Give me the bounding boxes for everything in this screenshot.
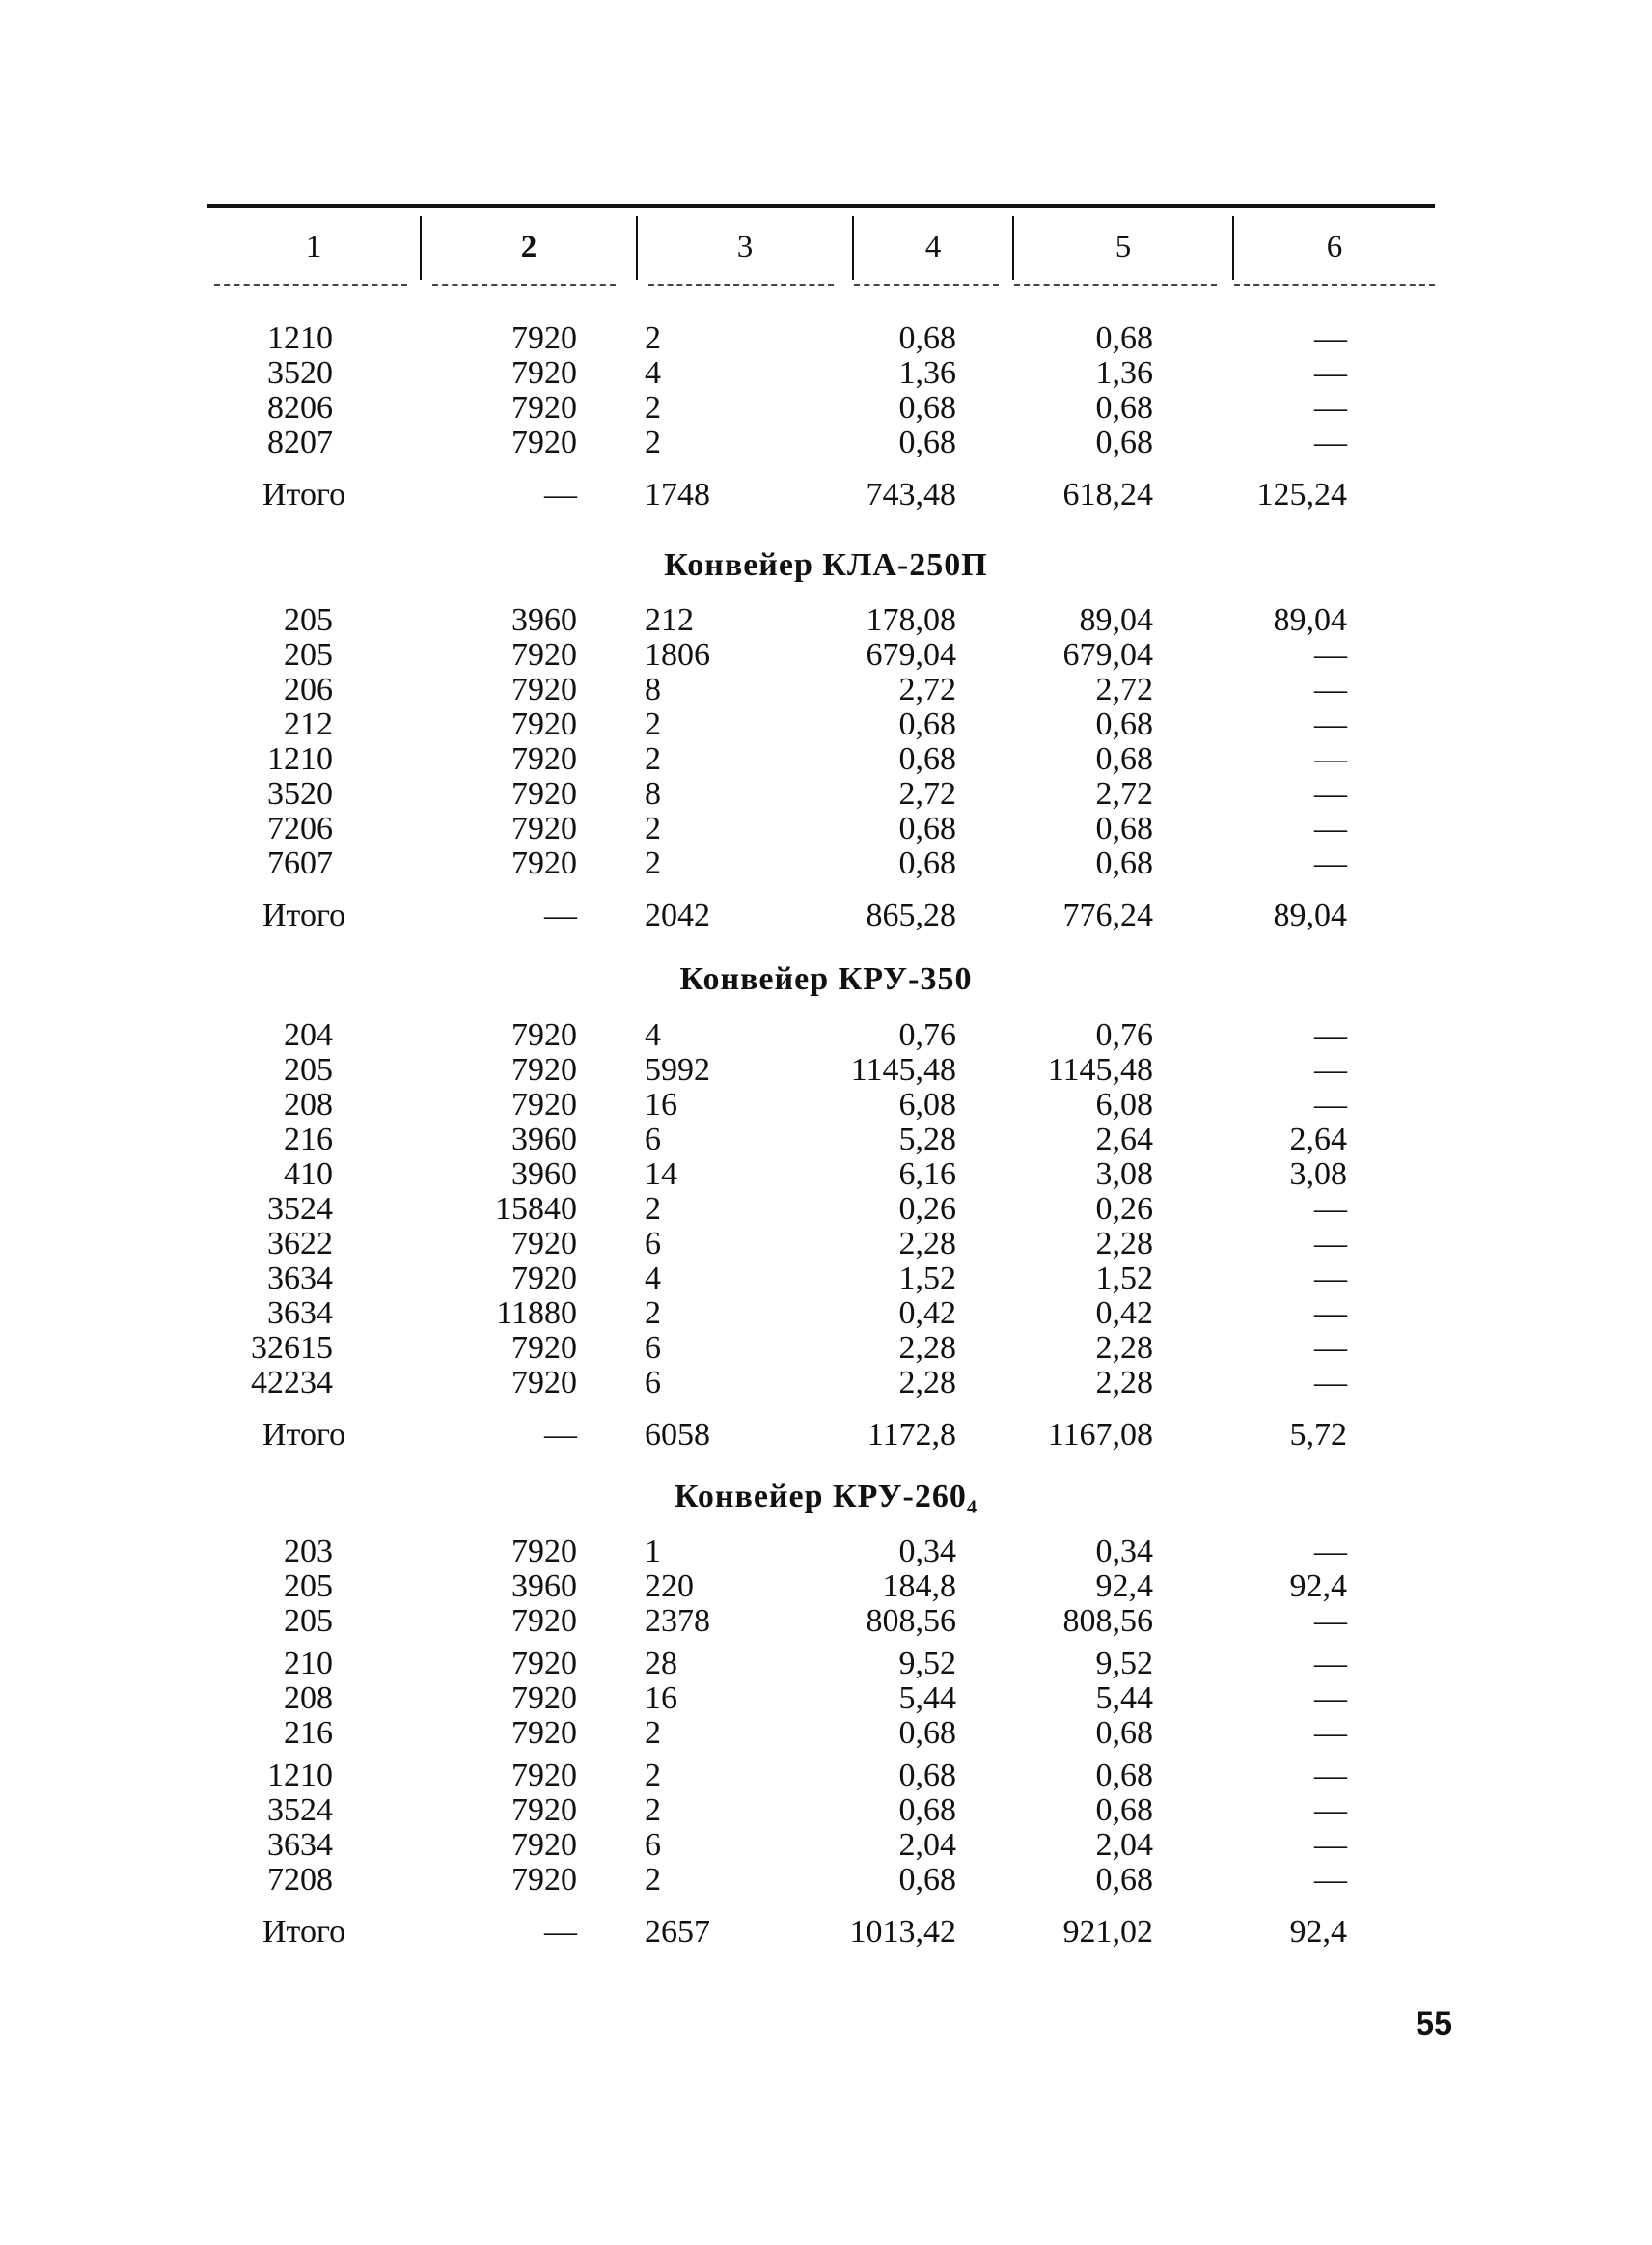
table-cell-col-6: —	[1314, 637, 1347, 673]
table-cell-col-3: 2	[645, 390, 661, 426]
table-cell-col-3: 2378	[645, 1603, 710, 1639]
table-cell-col-5: 9,52	[1095, 1646, 1153, 1681]
table-cell-col-5: 0,68	[1095, 1862, 1153, 1898]
table-cell-col-4: 1145,48	[850, 1052, 956, 1088]
table-cell-col-3: 16	[645, 1680, 677, 1716]
table-row	[0, 1018, 1652, 1053]
header-bottom-rule	[432, 284, 616, 286]
table-cell-col-4: 1,52	[898, 1261, 956, 1296]
table-cell-col-4: 0,68	[898, 390, 956, 426]
table-cell-col-3: 4	[645, 1017, 661, 1053]
total-cell-col-6: 92,4	[1289, 1914, 1347, 1950]
table-cell-col-2: 7920	[511, 1827, 577, 1863]
table-cell-col-3: 14	[645, 1156, 677, 1192]
table-top-rule	[207, 204, 1435, 208]
table-cell-col-2: 7920	[511, 1226, 577, 1261]
table-cell-col-2: 7920	[511, 320, 577, 356]
total-cell-col-3: 2042	[645, 898, 710, 933]
total-cell-col-1: Итого	[262, 477, 346, 513]
table-cell-col-5: 808,56	[1062, 1603, 1153, 1639]
table-cell-col-1: 3520	[267, 355, 333, 391]
section-title: Конвейер КЛА-250П	[664, 547, 988, 583]
total-cell-col-5: 618,24	[1062, 477, 1153, 513]
table-cell-col-4: 0,68	[898, 1862, 956, 1898]
table-cell-col-5: 0,68	[1095, 811, 1153, 846]
table-row	[0, 603, 1652, 638]
table-cell-col-1: 206	[284, 672, 333, 707]
total-cell-col-4: 865,28	[866, 898, 956, 933]
table-cell-col-3: 28	[645, 1646, 677, 1681]
total-cell-col-4: 743,48	[866, 477, 956, 513]
table-cell-col-6: —	[1314, 1330, 1347, 1366]
table-cell-col-3: 4	[645, 1261, 661, 1296]
table-row	[0, 1604, 1652, 1639]
table-cell-col-2: 7920	[511, 1261, 577, 1296]
total-row	[0, 899, 1652, 933]
table-cell-col-1: 7208	[267, 1862, 333, 1898]
table-cell-col-6: —	[1314, 776, 1347, 812]
table-cell-col-6: —	[1314, 672, 1347, 707]
table-cell-col-3: 2	[645, 1862, 661, 1898]
table-cell-col-6: —	[1314, 355, 1347, 391]
table-cell-col-5: 1,52	[1095, 1261, 1153, 1296]
total-cell-col-2: —	[544, 898, 577, 933]
table-cell-col-3: 2	[645, 1295, 661, 1331]
total-cell-col-5: 921,02	[1062, 1914, 1153, 1950]
table-cell-col-6: —	[1314, 1646, 1347, 1681]
table-cell-col-2: 3960	[511, 1122, 577, 1157]
table-row	[0, 1759, 1652, 1793]
table-cell-col-4: 5,28	[898, 1122, 956, 1157]
table-row	[0, 1647, 1652, 1681]
total-cell-col-4: 1013,42	[849, 1914, 956, 1950]
table-row	[0, 1681, 1652, 1716]
table-cell-col-4: 9,52	[898, 1646, 956, 1681]
table-cell-col-3: 2	[645, 425, 661, 460]
table-cell-col-1: 3524	[267, 1792, 333, 1828]
table-cell-col-1: 3622	[267, 1226, 333, 1261]
table-cell-col-6: —	[1314, 1603, 1347, 1639]
header-bottom-rule	[214, 284, 407, 286]
table-cell-col-2: 3960	[511, 1568, 577, 1604]
header-bottom-rule	[648, 284, 834, 286]
table-row	[0, 1261, 1652, 1296]
table-cell-col-6: —	[1314, 1261, 1347, 1296]
table-cell-col-3: 212	[645, 602, 694, 638]
table-cell-col-3: 16	[645, 1087, 677, 1122]
table-cell-col-1: 1210	[267, 741, 333, 777]
table-cell-col-2: 7920	[511, 1365, 577, 1400]
table-cell-col-6: —	[1314, 1534, 1347, 1569]
table-cell-col-1: 42234	[251, 1365, 333, 1400]
table-cell-col-3: 6	[645, 1330, 661, 1366]
table-row	[0, 1569, 1652, 1604]
table-row	[0, 846, 1652, 881]
table-cell-col-2: 7920	[511, 1052, 577, 1088]
total-cell-col-2: —	[544, 1417, 577, 1453]
table-cell-col-1: 212	[284, 707, 333, 742]
section-title: Конвейер КРУ-260₄	[674, 1479, 978, 1514]
page-number: 55	[1416, 2006, 1452, 2042]
table-cell-col-1: 3634	[267, 1827, 333, 1863]
table-cell-col-4: 2,28	[898, 1226, 956, 1261]
table-cell-col-4: 0,68	[898, 320, 956, 356]
table-cell-col-1: 208	[284, 1087, 333, 1122]
table-cell-col-6: —	[1314, 741, 1347, 777]
table-cell-col-1: 205	[284, 1603, 333, 1639]
table-cell-col-2: 7920	[511, 1646, 577, 1681]
table-row	[0, 356, 1652, 391]
table-cell-col-5: 0,26	[1095, 1191, 1153, 1227]
table-cell-col-4: 2,04	[898, 1827, 956, 1863]
table-cell-col-5: 2,64	[1095, 1122, 1153, 1157]
table-cell-col-6: —	[1314, 390, 1347, 426]
total-row	[0, 1418, 1652, 1453]
table-cell-col-4: 0,68	[898, 845, 956, 881]
table-row	[0, 391, 1652, 426]
table-cell-col-6: —	[1314, 1191, 1347, 1227]
table-cell-col-3: 2	[645, 1715, 661, 1751]
table-cell-col-3: 1806	[645, 637, 710, 673]
table-cell-col-5: 1145,48	[1047, 1052, 1153, 1088]
table-cell-col-5: 0,68	[1095, 741, 1153, 777]
table-cell-col-6: —	[1314, 1017, 1347, 1053]
table-cell-col-1: 7206	[267, 811, 333, 846]
table-cell-col-3: 2	[645, 741, 661, 777]
table-cell-col-5: 2,04	[1095, 1827, 1153, 1863]
table-cell-col-2: 3960	[511, 602, 577, 638]
table-cell-col-4: 2,72	[898, 672, 956, 707]
table-cell-col-1: 3520	[267, 776, 333, 812]
table-cell-col-4: 0,34	[898, 1534, 956, 1569]
table-cell-col-2: 7920	[511, 672, 577, 707]
table-cell-col-6: —	[1314, 707, 1347, 742]
table-cell-col-1: 8207	[267, 425, 333, 460]
table-cell-col-4: 0,68	[898, 741, 956, 777]
table-row	[0, 1192, 1652, 1227]
table-cell-col-2: 7920	[511, 1758, 577, 1793]
table-cell-col-5: 0,68	[1095, 1758, 1153, 1793]
table-cell-col-3: 2	[645, 707, 661, 742]
table-cell-col-4: 0,76	[898, 1017, 956, 1053]
header-col-6: 6	[1326, 230, 1343, 264]
table-cell-col-6: —	[1314, 425, 1347, 460]
total-cell-col-3: 6058	[645, 1417, 710, 1453]
table-cell-col-6: 3,08	[1289, 1156, 1347, 1192]
table-cell-col-5: 5,44	[1095, 1680, 1153, 1716]
table-cell-col-1: 1210	[267, 1758, 333, 1793]
table-row	[0, 1122, 1652, 1157]
table-cell-col-4: 0,26	[898, 1191, 956, 1227]
table-cell-col-4: 0,68	[898, 1715, 956, 1751]
table-cell-col-6: —	[1314, 1087, 1347, 1122]
total-cell-col-6: 125,24	[1256, 477, 1347, 513]
table-cell-col-3: 6	[645, 1226, 661, 1261]
table-cell-col-1: 8206	[267, 390, 333, 426]
table-cell-col-5: 2,28	[1095, 1330, 1153, 1366]
table-cell-col-2: 7920	[511, 1792, 577, 1828]
table-cell-col-1: 1210	[267, 320, 333, 356]
header-col-4: 4	[924, 230, 942, 264]
table-cell-col-3: 1	[645, 1534, 661, 1569]
table-cell-col-5: 2,28	[1095, 1226, 1153, 1261]
table-cell-col-3: 2	[645, 1758, 661, 1793]
table-cell-col-5: 1,36	[1095, 355, 1153, 391]
table-cell-col-3: 6	[645, 1365, 661, 1400]
table-cell-col-3: 4	[645, 355, 661, 391]
table-row	[0, 1535, 1652, 1569]
table-cell-col-4: 2,72	[898, 776, 956, 812]
table-cell-col-6: —	[1314, 1792, 1347, 1828]
table-cell-col-4: 6,16	[898, 1156, 956, 1192]
header-bottom-rule	[1234, 284, 1435, 286]
table-cell-col-1: 205	[284, 602, 333, 638]
table-cell-col-6: —	[1314, 1295, 1347, 1331]
table-cell-col-2: 7920	[511, 811, 577, 846]
table-cell-col-6: —	[1314, 1862, 1347, 1898]
table-cell-col-5: 92,4	[1095, 1568, 1153, 1604]
table-cell-col-2: 7920	[511, 1680, 577, 1716]
section-title: Конвейер КРУ-350	[679, 961, 973, 997]
table-cell-col-5: 0,34	[1095, 1534, 1153, 1569]
table-row	[0, 707, 1652, 742]
table-row	[0, 1366, 1652, 1400]
table-cell-col-6: —	[1314, 1680, 1347, 1716]
table-cell-col-5: 0,76	[1095, 1017, 1153, 1053]
header-col-1: 1	[305, 230, 322, 264]
table-cell-col-3: 8	[645, 776, 661, 812]
table-cell-col-1: 3524	[267, 1191, 333, 1227]
table-cell-col-5: 6,08	[1095, 1087, 1153, 1122]
table-cell-col-4: 5,44	[898, 1680, 956, 1716]
table-cell-col-5: 0,68	[1095, 390, 1153, 426]
table-cell-col-2: 7920	[511, 1330, 577, 1366]
table-cell-col-4: 0,68	[898, 425, 956, 460]
table-cell-col-2: 7920	[511, 390, 577, 426]
table-cell-col-2: 7920	[511, 776, 577, 812]
table-cell-col-3: 5992	[645, 1052, 710, 1088]
table-cell-col-3: 2	[645, 845, 661, 881]
table-cell-col-5: 89,04	[1079, 602, 1153, 638]
table-cell-col-3: 220	[645, 1568, 694, 1604]
table-cell-col-5: 679,04	[1062, 637, 1153, 673]
table-cell-col-3: 6	[645, 1122, 661, 1157]
table-cell-col-1: 3634	[267, 1261, 333, 1296]
table-cell-col-1: 410	[284, 1156, 333, 1192]
total-cell-col-5: 776,24	[1062, 898, 1153, 933]
total-cell-col-5: 1167,08	[1047, 1417, 1153, 1453]
table-cell-col-1: 216	[284, 1715, 333, 1751]
header-bottom-rule	[1014, 284, 1217, 286]
table-row	[0, 673, 1652, 707]
table-row	[0, 1296, 1652, 1331]
header-separator	[1012, 216, 1014, 280]
table-cell-col-2: 7920	[511, 845, 577, 881]
total-cell-col-1: Итого	[262, 1914, 346, 1950]
table-row	[0, 426, 1652, 460]
total-cell-col-1: Итого	[262, 898, 346, 933]
header-col-5: 5	[1115, 230, 1132, 264]
table-cell-col-6: —	[1314, 320, 1347, 356]
table-row	[0, 1088, 1652, 1122]
total-cell-col-6: 5,72	[1289, 1417, 1347, 1453]
table-cell-col-2: 7920	[511, 1534, 577, 1569]
table-cell-col-5: 2,72	[1095, 776, 1153, 812]
table-cell-col-6: —	[1314, 1715, 1347, 1751]
table-cell-col-4: 6,08	[898, 1087, 956, 1122]
table-row	[0, 742, 1652, 777]
table-cell-col-4: 679,04	[866, 637, 956, 673]
table-cell-col-6: —	[1314, 845, 1347, 881]
table-cell-col-1: 203	[284, 1534, 333, 1569]
table-cell-col-5: 0,68	[1095, 707, 1153, 742]
header-separator	[1232, 216, 1234, 280]
table-cell-col-2: 7920	[511, 355, 577, 391]
header-bottom-rule	[854, 284, 999, 286]
table-row	[0, 1716, 1652, 1751]
total-cell-col-2: —	[544, 1914, 577, 1950]
table-row	[0, 1863, 1652, 1898]
table-cell-col-2: 15840	[495, 1191, 577, 1227]
table-cell-col-1: 7607	[267, 845, 333, 881]
header-separator	[420, 216, 422, 280]
total-cell-col-3: 2657	[645, 1914, 710, 1950]
table-cell-col-4: 0,68	[898, 707, 956, 742]
table-cell-col-5: 0,68	[1095, 1715, 1153, 1751]
table-cell-col-1: 216	[284, 1122, 333, 1157]
table-cell-col-2: 7920	[511, 741, 577, 777]
table-cell-col-5: 0,68	[1095, 845, 1153, 881]
table-cell-col-4: 1,36	[898, 355, 956, 391]
header-separator	[852, 216, 854, 280]
table-cell-col-5: 0,42	[1095, 1295, 1153, 1331]
table-cell-col-5: 2,72	[1095, 672, 1153, 707]
table-cell-col-4: 0,68	[898, 1792, 956, 1828]
table-cell-col-6: —	[1314, 1827, 1347, 1863]
table-cell-col-3: 6	[645, 1827, 661, 1863]
table-cell-col-5: 0,68	[1095, 320, 1153, 356]
header-separator	[636, 216, 638, 280]
total-cell-col-6: 89,04	[1273, 898, 1347, 933]
table-cell-col-1: 3634	[267, 1295, 333, 1331]
table-cell-col-4: 2,28	[898, 1365, 956, 1400]
table-cell-col-2: 7920	[511, 1603, 577, 1639]
table-cell-col-6: 89,04	[1273, 602, 1347, 638]
table-cell-col-2: 11880	[496, 1295, 577, 1331]
table-cell-col-1: 205	[284, 1568, 333, 1604]
total-cell-col-1: Итого	[262, 1417, 346, 1453]
table-row	[0, 1157, 1652, 1192]
table-cell-col-4: 178,08	[866, 602, 956, 638]
table-cell-col-2: 7920	[511, 425, 577, 460]
total-cell-col-4: 1172,8	[867, 1417, 956, 1453]
table-cell-col-6: —	[1314, 1758, 1347, 1793]
table-cell-col-3: 2	[645, 1191, 661, 1227]
table-row	[0, 1828, 1652, 1863]
total-cell-col-2: —	[544, 477, 577, 513]
header-col-2: 2	[520, 230, 537, 264]
table-cell-col-1: 210	[284, 1646, 333, 1681]
table-cell-col-6: —	[1314, 1226, 1347, 1261]
table-row	[0, 1227, 1652, 1261]
table-cell-col-5: 2,28	[1095, 1365, 1153, 1400]
table-cell-col-1: 205	[284, 637, 333, 673]
table-cell-col-6: 2,64	[1289, 1122, 1347, 1157]
table-cell-col-2: 7920	[511, 637, 577, 673]
table-cell-col-6: —	[1314, 1365, 1347, 1400]
table-cell-col-6: —	[1314, 811, 1347, 846]
table-cell-col-2: 7920	[511, 1715, 577, 1751]
table-cell-col-6: 92,4	[1289, 1568, 1347, 1604]
table-cell-col-4: 0,68	[898, 811, 956, 846]
table-row	[0, 321, 1652, 356]
table-cell-col-3: 2	[645, 1792, 661, 1828]
table-cell-col-4: 0,42	[898, 1295, 956, 1331]
table-cell-col-5: 3,08	[1095, 1156, 1153, 1192]
table-cell-col-2: 7920	[511, 1087, 577, 1122]
table-row	[0, 1331, 1652, 1366]
table-row	[0, 777, 1652, 812]
table-cell-col-1: 205	[284, 1052, 333, 1088]
total-row	[0, 1915, 1652, 1950]
table-cell-col-6: —	[1314, 1052, 1347, 1088]
header-col-3: 3	[736, 230, 754, 264]
total-row	[0, 478, 1652, 513]
table-cell-col-2: 7920	[511, 707, 577, 742]
table-header	[207, 212, 1435, 282]
table-row	[0, 1793, 1652, 1828]
table-cell-col-3: 2	[645, 811, 661, 846]
table-cell-col-4: 0,68	[898, 1758, 956, 1793]
table-cell-col-4: 2,28	[898, 1330, 956, 1366]
table-row	[0, 1053, 1652, 1088]
total-cell-col-3: 1748	[645, 477, 710, 513]
table-cell-col-3: 8	[645, 672, 661, 707]
table-cell-col-1: 32615	[251, 1330, 333, 1366]
table-cell-col-2: 3960	[511, 1156, 577, 1192]
table-cell-col-3: 2	[645, 320, 661, 356]
table-cell-col-2: 7920	[511, 1017, 577, 1053]
table-cell-col-2: 7920	[511, 1862, 577, 1898]
table-cell-col-5: 0,68	[1095, 1792, 1153, 1828]
table-row	[0, 638, 1652, 673]
table-cell-col-1: 204	[284, 1017, 333, 1053]
table-row	[0, 812, 1652, 846]
table-cell-col-4: 184,8	[882, 1568, 956, 1604]
table-cell-col-4: 808,56	[866, 1603, 956, 1639]
table-cell-col-5: 0,68	[1095, 425, 1153, 460]
table-cell-col-1: 208	[284, 1680, 333, 1716]
